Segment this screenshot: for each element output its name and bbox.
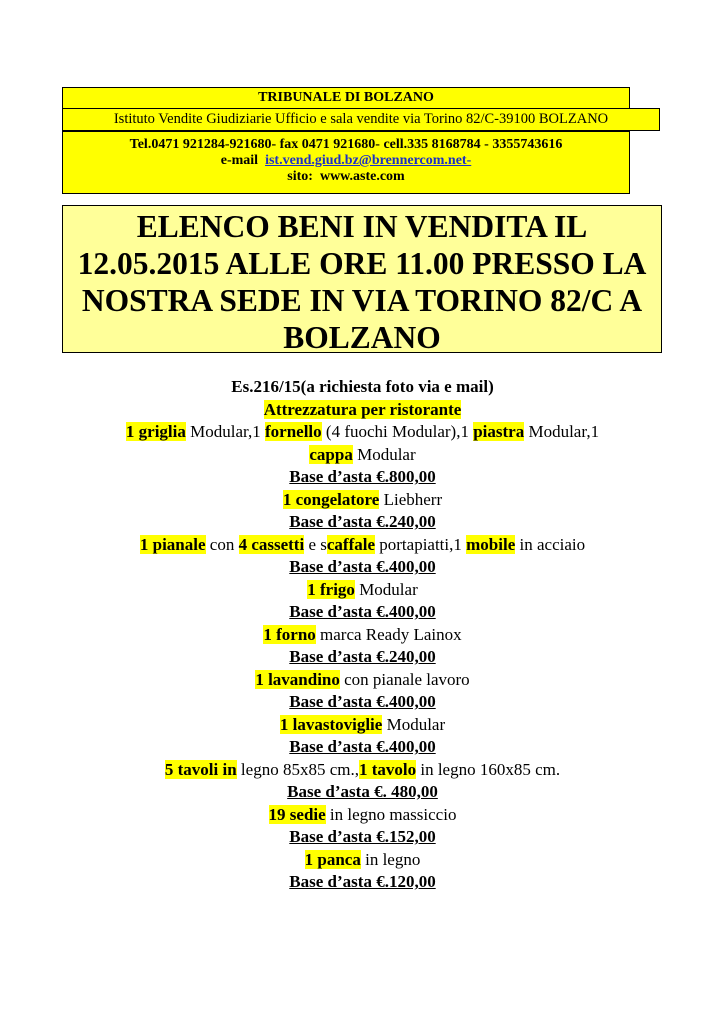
phone-numbers: Tel.0471 921284-921680- fax 0471 921680- cell.335 8168784 - 3355743616	[129, 137, 563, 152]
item-name: 1 lavastoviglie	[279, 714, 383, 734]
item-name: 1 frigo	[307, 579, 355, 599]
item-text: Modular,1	[185, 422, 265, 441]
item-name: 1 forno	[263, 624, 316, 644]
item-name: 4 cassetti	[238, 534, 305, 554]
item-text: con	[205, 534, 239, 554]
item-text: e s	[304, 534, 327, 554]
base-price: Base d’asta €.400,00	[289, 557, 436, 576]
item-description	[0, 669, 725, 692]
item-name: cappa	[309, 444, 353, 464]
email-line	[63, 153, 629, 169]
item-name: 5 tavoli in	[164, 759, 237, 779]
email-link[interactable]: ist.vend.giud.bz@brennercom.net-	[265, 153, 472, 168]
item-description	[0, 489, 725, 512]
item-description	[0, 804, 725, 827]
title-line: 12.05.2015 ALLE ORE 11.00 PRESSO LA	[77, 246, 647, 281]
lot-reference: Es.216/15(a richiesta foto via e mail)	[231, 377, 494, 396]
base-price: Base d’asta €.120,00	[289, 872, 436, 891]
email-label: e-mail	[220, 153, 259, 168]
item-text: legno 85x85 cm.,	[236, 759, 359, 779]
title-line: BOLZANO	[283, 320, 441, 355]
site-url[interactable]: www.aste.com	[319, 169, 405, 184]
item-text: Modular	[352, 444, 416, 464]
base-price: Base d’asta €.240,00	[289, 647, 436, 666]
court-header	[62, 87, 630, 109]
item-text: in legno 160x85 cm.	[416, 759, 561, 779]
item-name: 1 griglia	[125, 422, 186, 441]
base-price: Base d’asta €. 480,00	[287, 782, 438, 801]
contact-header	[62, 131, 630, 194]
title-line: NOSTRA SEDE IN VIA TORINO 82/C A	[81, 283, 643, 318]
item-name: 19 sedie	[268, 804, 326, 824]
item-text: in legno massiccio	[325, 804, 457, 824]
item-description	[0, 624, 725, 647]
title-line: ELENCO BENI IN VENDITA IL	[136, 209, 588, 244]
item-description	[0, 714, 725, 737]
item-name: piastra	[473, 422, 525, 441]
item-text: Modular,1	[524, 422, 600, 441]
item-description	[0, 421, 725, 444]
item-text: Modular),1	[387, 422, 474, 441]
item-text: Liebherr	[379, 489, 443, 509]
base-price: Base d’asta €.400,00	[289, 602, 436, 621]
item-text: con pianale lavoro	[339, 669, 470, 689]
items-list	[0, 376, 725, 894]
lot-category: Attrezzatura per ristorante	[263, 399, 462, 419]
item-name: mobile	[466, 534, 516, 554]
lot-category-line	[0, 399, 725, 422]
item-description	[0, 534, 725, 557]
item-name: fornello	[265, 422, 322, 441]
item-description	[0, 849, 725, 872]
item-text: marca Ready Lainox	[315, 624, 462, 644]
base-price: Base d’asta €.800,00	[289, 467, 436, 486]
item-text: in acciaio	[515, 534, 586, 554]
item-text: in legno	[360, 849, 421, 869]
item-name: 1 lavandino	[255, 669, 340, 689]
item-name: caffale	[326, 534, 376, 554]
base-price: Base d’asta €.240,00	[289, 512, 436, 531]
item-description	[0, 579, 725, 602]
page-title	[62, 205, 662, 353]
item-text: (4 fuochi	[321, 422, 388, 441]
institute-header	[62, 108, 660, 131]
item-name: 1 pianale	[139, 534, 206, 554]
site-line	[63, 169, 629, 185]
item-name: 1 congelatore	[282, 489, 380, 509]
base-price: Base d’asta €.152,00	[289, 827, 436, 846]
base-price: Base d’asta €.400,00	[289, 692, 436, 711]
item-text: Modular	[354, 579, 418, 599]
institute-address: Istituto Vendite Giudiziarie Ufficio e sala vendite via Torino 82/C-39100 BOLZANO	[113, 111, 609, 127]
base-price: Base d’asta €.400,00	[289, 737, 436, 756]
court-name: TRIBUNALE DI BOLZANO	[258, 90, 434, 105]
item-name: 1 panca	[304, 849, 361, 869]
item-text: Modular	[382, 714, 446, 734]
item-description	[0, 444, 725, 467]
item-description	[0, 759, 725, 782]
site-label: sito:	[287, 169, 313, 184]
item-name: 1 tavolo	[358, 759, 417, 779]
item-text: portapiatti,1	[375, 534, 467, 554]
